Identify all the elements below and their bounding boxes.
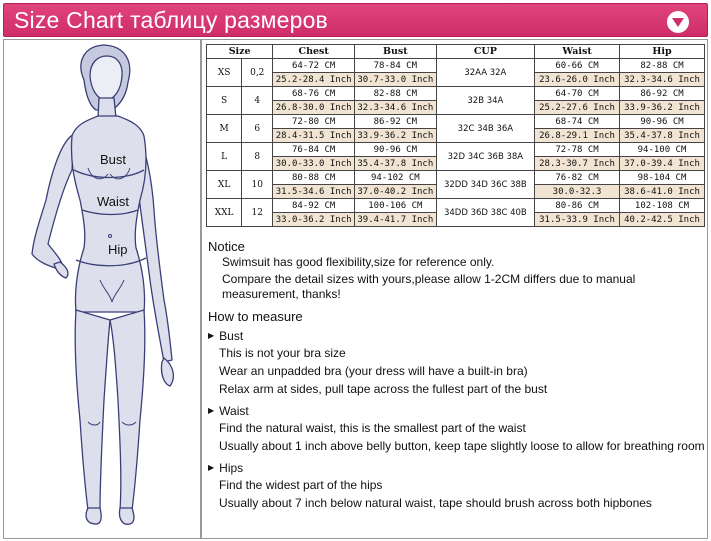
- size-cell: XL: [207, 171, 242, 199]
- bust-inch-cell: 33.9-36.2 Inch: [354, 129, 436, 143]
- hip-cm-cell: 94-100 CM: [620, 143, 705, 157]
- chest-cm-cell: 68-76 CM: [273, 87, 355, 101]
- triangle-right-icon: ▶: [208, 406, 215, 415]
- hip-inch-cell: 32.3-34.6 Inch: [620, 73, 705, 87]
- hip-cm-cell: 86-92 CM: [620, 87, 705, 101]
- waist-cm-cell: 64-70 CM: [535, 87, 620, 101]
- chest-inch-cell: 30.0-33.0 Inch: [273, 157, 355, 171]
- size-number-cell: 8: [242, 143, 273, 171]
- chest-cm-cell: 72-80 CM: [273, 115, 355, 129]
- size-table: [206, 44, 705, 227]
- size-info-panel: [201, 39, 708, 539]
- hip-inch-cell: 37.0-39.4 Inch: [620, 157, 705, 171]
- bust-inch-cell: 30.7-33.0 Inch: [354, 73, 436, 87]
- waist-inch-cell: 31.5-33.9 Inch: [535, 213, 620, 227]
- waist-cm-cell: 72-78 CM: [535, 143, 620, 157]
- chest-cm-cell: 80-88 CM: [273, 171, 355, 185]
- waist-inch-cell: 25.2-27.6 Inch: [535, 101, 620, 115]
- triangle-right-icon: ▶: [208, 463, 215, 472]
- size-number-cell: 0,2: [242, 59, 273, 87]
- cup-cell: 32B 34A: [436, 87, 534, 115]
- notice-line: Compare the detail sizes with yours,please allow 1-2CM differs due to manual: [222, 272, 636, 286]
- triangle-right-icon: ▶: [208, 331, 215, 340]
- header-hip: Hip: [620, 45, 705, 59]
- hips-heading-label: Hips: [219, 461, 244, 475]
- cup-cell: 32AA 32A: [436, 59, 534, 87]
- hip-inch-cell: 38.6-41.0 Inch: [620, 185, 705, 199]
- waist-inch-cell: 28.3-30.7 Inch: [535, 157, 620, 171]
- title-bar: [3, 3, 708, 37]
- hip-inch-cell: 40.2-42.5 Inch: [620, 213, 705, 227]
- size-number-cell: 12: [242, 199, 273, 227]
- waist-inch-cell: 30.0-32.3: [535, 185, 620, 199]
- waist-section-heading: [208, 403, 708, 419]
- table-header-row: [207, 45, 705, 59]
- chest-inch-cell: 28.4-31.5 Inch: [273, 129, 355, 143]
- hips-instruction: Find the widest part of the hips: [219, 478, 383, 492]
- hip-cm-cell: 102-108 CM: [620, 199, 705, 213]
- size-cell: S: [207, 87, 242, 115]
- header-chest: Chest: [273, 45, 355, 59]
- bust-inch-cell: 39.4-41.7 Inch: [354, 213, 436, 227]
- header-bust: Bust: [354, 45, 436, 59]
- waist-instruction: Usually about 1 inch above belly button, keep tape slightly loose to allow for breathing room: [219, 439, 705, 453]
- page-title: Size Chart таблицу размеров: [14, 7, 328, 33]
- waist-cm-cell: 80-86 CM: [535, 199, 620, 213]
- hip-cm-cell: 98-104 CM: [620, 171, 705, 185]
- notice-line: Swimsuit has good flexibility,size for reference only.: [222, 255, 495, 269]
- table-row: [207, 171, 705, 185]
- chest-inch-cell: 33.0-36.2 Inch: [273, 213, 355, 227]
- cup-cell: 32D 34C 36B 38A: [436, 143, 534, 171]
- waist-inch-cell: 23.6-26.0 Inch: [535, 73, 620, 87]
- hips-instruction: Usually about 7 inch below natural waist, tape should brush across both hipbones: [219, 496, 652, 510]
- hip-inch-cell: 33.9-36.2 Inch: [620, 101, 705, 115]
- size-cell: XXL: [207, 199, 242, 227]
- chest-inch-cell: 31.5-34.6 Inch: [273, 185, 355, 199]
- size-number-cell: 4: [242, 87, 273, 115]
- waist-heading-label: Waist: [219, 404, 249, 418]
- body-figure-panel: [3, 39, 201, 539]
- size-number-cell: 6: [242, 115, 273, 143]
- how-to-measure-heading: How to measure: [208, 309, 303, 324]
- size-cell: M: [207, 115, 242, 143]
- notes-section: [208, 239, 708, 512]
- table-row: [207, 87, 705, 101]
- bust-label: Bust: [100, 152, 127, 167]
- bust-inch-cell: 37.0-40.2 Inch: [354, 185, 436, 199]
- size-cell: XS: [207, 59, 242, 87]
- header-cup: CUP: [436, 45, 534, 59]
- chest-cm-cell: 76-84 CM: [273, 143, 355, 157]
- header-waist: Waist: [535, 45, 620, 59]
- waist-inch-cell: 26.8-29.1 Inch: [535, 129, 620, 143]
- bust-cm-cell: 94-102 CM: [354, 171, 436, 185]
- bust-cm-cell: 86-92 CM: [354, 115, 436, 129]
- hip-cm-cell: 90-96 CM: [620, 115, 705, 129]
- cup-cell: 32C 34B 36A: [436, 115, 534, 143]
- waist-label: Waist: [97, 194, 130, 209]
- bust-instruction: This is not your bra size: [219, 346, 346, 360]
- chest-cm-cell: 64-72 CM: [273, 59, 355, 73]
- hip-inch-cell: 35.4-37.8 Inch: [620, 129, 705, 143]
- notice-heading: Notice: [208, 239, 245, 254]
- waist-cm-cell: 68-74 CM: [535, 115, 620, 129]
- table-row: [207, 59, 705, 73]
- bust-section-heading: [208, 328, 708, 344]
- bust-inch-cell: 32.3-34.6 Inch: [354, 101, 436, 115]
- cup-cell: 32DD 34D 36C 38B: [436, 171, 534, 199]
- bust-instruction: Relax arm at sides, pull tape across the fullest part of the bust: [219, 382, 548, 396]
- size-cell: L: [207, 143, 242, 171]
- cup-cell: 34DD 36D 38C 40B: [436, 199, 534, 227]
- bust-cm-cell: 100-106 CM: [354, 199, 436, 213]
- body-silhouette-illustration: [4, 40, 202, 540]
- waist-cm-cell: 60-66 CM: [535, 59, 620, 73]
- bust-cm-cell: 90-96 CM: [354, 143, 436, 157]
- hip-label: Hip: [108, 242, 128, 257]
- chevron-down-circle-icon[interactable]: [667, 11, 689, 33]
- table-row: [207, 115, 705, 129]
- size-number-cell: 10: [242, 171, 273, 199]
- header-size: Size: [207, 45, 273, 59]
- chest-inch-cell: 25.2-28.4 Inch: [273, 73, 355, 87]
- table-row: [207, 143, 705, 157]
- waist-cm-cell: 76-82 CM: [535, 171, 620, 185]
- bust-heading-label: Bust: [219, 329, 244, 343]
- chest-inch-cell: 26.8-30.0 Inch: [273, 101, 355, 115]
- hips-section-heading: [208, 460, 708, 476]
- bust-instruction: Wear an unpadded bra (your dress will have a built-in bra): [219, 364, 528, 378]
- notice-line: measurement, thanks!: [222, 287, 341, 301]
- bust-inch-cell: 35.4-37.8 Inch: [354, 157, 436, 171]
- chest-cm-cell: 84-92 CM: [273, 199, 355, 213]
- bust-cm-cell: 82-88 CM: [354, 87, 436, 101]
- hip-cm-cell: 82-88 CM: [620, 59, 705, 73]
- waist-instruction: Find the natural waist, this is the smallest part of the waist: [219, 421, 526, 435]
- bust-cm-cell: 78-84 CM: [354, 59, 436, 73]
- table-row: [207, 199, 705, 213]
